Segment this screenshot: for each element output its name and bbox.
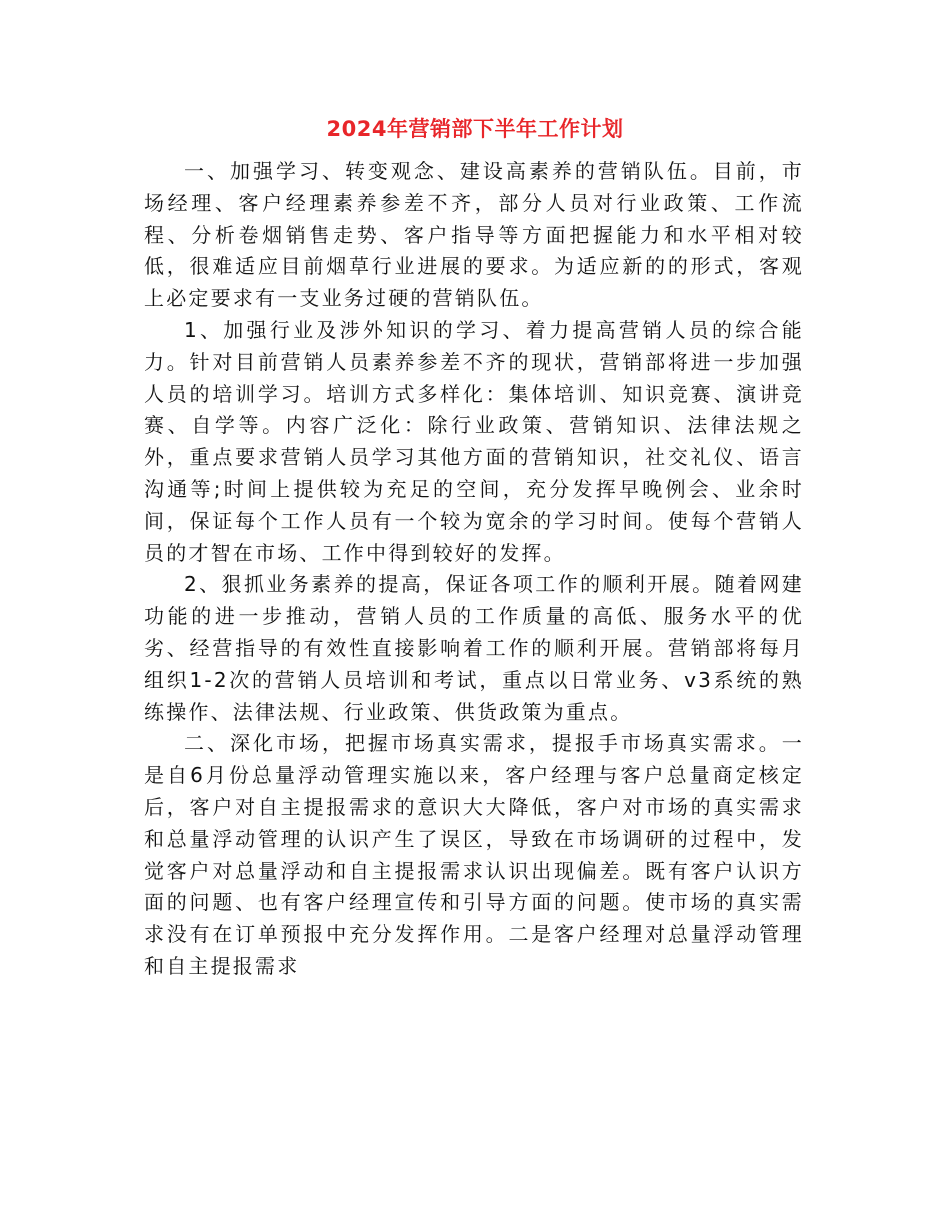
document-body: [144, 156, 804, 983]
paragraph-section-two: 二、深化市场，把握市场真实需求，提报手市场真实需求。一是自6月份总量浮动管理实施以来，客户经理与客户总量商定核定后，客户对自主提报需求的意识大大降低，客户对市场的真实需求和总量浮动管理的认识产生了误区，导致在市场调研的过程中，发觉客户对总量浮动和自主提报需求认识出现偏差。既有客户认识方面的问题、也有客户经理宣传和引导方面的问题。使市场的真实需求没有在订单预报中充分发挥作用。二是客户经理对总量浮动管理和自主提报需求: [144, 731, 804, 978]
paragraph-item-one: 1、加强行业及涉外知识的学习、着力提高营销人员的综合能力。针对目前营销人员素养参差不齐的现状，营销部将进一步加强人员的培训学习。培训方式多样化：集体培训、知识竞赛、演讲竞赛、自学等。内容广泛化：除行业政策、营销知识、法律法规之外，重点要求营销人员学习其他方面的营销知识，社交礼仪、语言沟通等;时间上提供较为充足的空间，充分发挥早晚例会、业余时间，保证每个工作人员有一个较为宽余的学习时间。使每个营销人员的才智在市场、工作中得到较好的发挥。: [144, 317, 804, 565]
document-title: 2024年营销部下半年工作计划: [326, 117, 624, 141]
paragraph-item-two: 2、狠抓业务素养的提高，保证各项工作的顺利开展。随着网建功能的进一步推动，营销人员的工作质量的高低、服务水平的优劣、经营指导的有效性直接影响着工作的顺利开展。营销部将每月组织1-2次的营销人员培训和考试，重点以日常业务、v3系统的熟练操作、法律法规、行业政策、供货政策为重点。: [144, 572, 804, 724]
paragraph-section-one: 一、加强学习、转变观念、建设高素养的营销队伍。目前，市场经理、客户经理素养参差不齐，部分人员对行业政策、工作流程、分析卷烟销售走势、客户指导等方面把握能力和水平相对较低，很难适应目前烟草行业进展的要求。为适应新的的形式，客观上必定要求有一支业务过硬的营销队伍。: [144, 159, 804, 311]
